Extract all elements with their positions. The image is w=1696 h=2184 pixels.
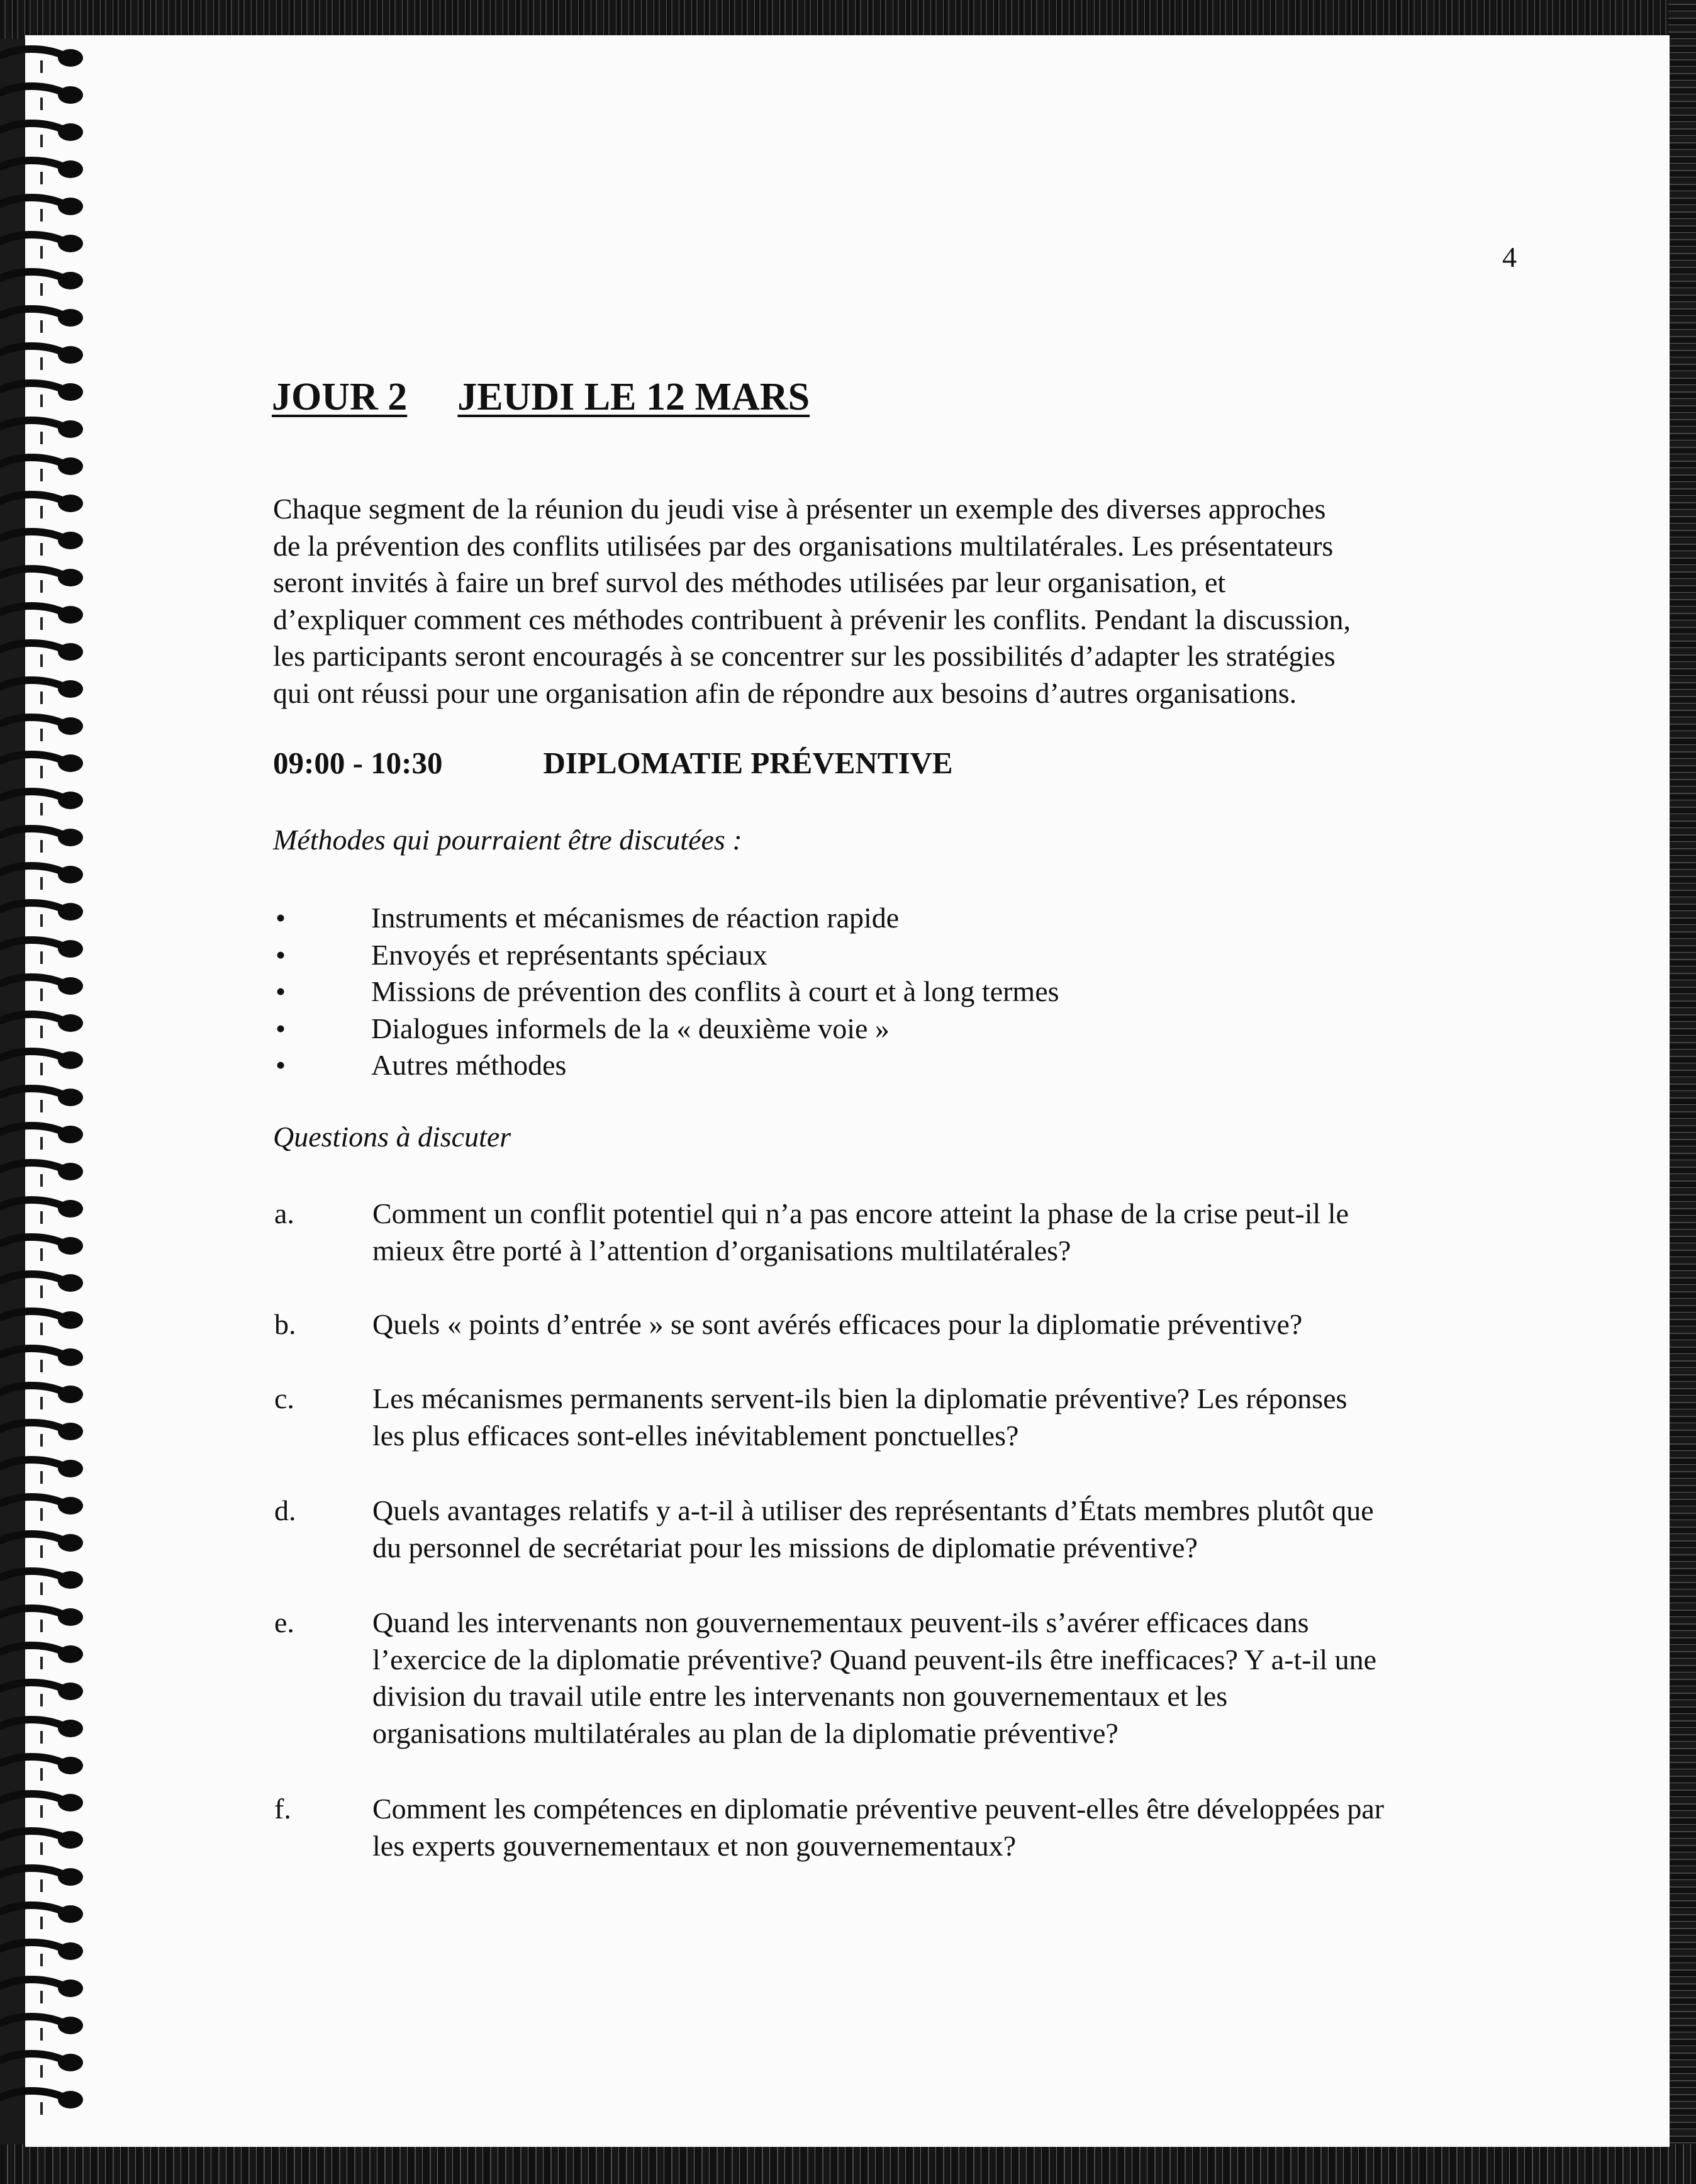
spiral-coil	[1, 1089, 83, 1112]
day-label: JOUR 2	[272, 376, 408, 418]
spiral-binding	[0, 38, 94, 2139]
question-line: mieux être porté à l’attention d’organisations multilatérales?	[372, 1234, 1071, 1267]
question-line: les plus efficaces sont-elles inévitablement ponctuelles?	[372, 1419, 1019, 1452]
spiral-coil	[1, 680, 83, 704]
question-line: Quels avantages relatifs y a-t-il à utiliser des représentants d’États membres plutôt que	[372, 1494, 1374, 1526]
spiral-coil	[1, 1645, 83, 1669]
spiral-coil	[1, 2054, 83, 2078]
spiral-coil	[1, 1683, 83, 1706]
question-item	[273, 1791, 1384, 1864]
question-letter: b.	[274, 1308, 296, 1340]
question-item	[273, 1306, 1302, 1343]
day-heading	[272, 375, 810, 420]
spiral-coil	[1, 1868, 83, 1892]
method-item	[273, 973, 1059, 1011]
question-line: Les mécanismes permanents servent-ils bien la diplomatie préventive? Les réponses	[372, 1382, 1347, 1414]
spiral-coil	[1, 160, 83, 184]
bullet-icon: •	[276, 975, 286, 1007]
method-text: Dialogues informels de la « deuxième voie »	[371, 1012, 890, 1044]
scan-border-right	[1668, 0, 1696, 2184]
question-line: les experts gouvernementaux et non gouvernementaux?	[372, 1829, 1017, 1862]
spiral-coil	[1, 1942, 83, 1966]
spiral-coil	[1, 977, 83, 1001]
spiral-coil	[1, 717, 83, 741]
spiral-coil	[1, 1497, 83, 1521]
method-item	[273, 1047, 1059, 1084]
spiral-coil	[1, 123, 83, 147]
question-letter: d.	[274, 1494, 296, 1526]
spiral-coil	[1, 1534, 83, 1558]
spiral-coil	[1, 1274, 83, 1298]
question-line: du personnel de secrétariat pour les missions de diplomatie préventive?	[372, 1531, 1198, 1564]
spiral-coil	[1, 383, 83, 407]
spiral-coil	[1, 346, 83, 370]
spiral-binding-graphic	[0, 38, 94, 2139]
methods-label: Méthodes qui pourraient être discutées :	[273, 824, 742, 856]
spiral-coil	[1, 2091, 83, 2115]
spiral-coil	[1, 1720, 83, 1744]
methods-list	[273, 900, 1059, 1084]
spiral-coil	[1, 643, 83, 667]
questions-label: Questions à discuter	[273, 1121, 511, 1153]
spiral-coil	[1, 1794, 83, 1818]
session-time: 09:00 - 10:30	[273, 746, 443, 780]
question-item	[273, 1380, 1347, 1454]
intro-paragraph	[273, 491, 1537, 712]
question-line: division du travail utile entre les intervenants non gouvernementaux et les	[372, 1680, 1228, 1712]
method-text: Instruments et mécanismes de réaction rapide	[371, 902, 900, 934]
spiral-coil	[1, 532, 83, 556]
session-heading	[273, 745, 953, 781]
spiral-coil	[1, 903, 83, 927]
spiral-coil	[1, 309, 83, 333]
spiral-coil	[1, 866, 83, 890]
spiral-coil	[1, 940, 83, 964]
spiral-coil	[1, 1980, 83, 2003]
spiral-coil	[1, 1460, 83, 1484]
question-text	[372, 1492, 1374, 1566]
scan-border-bottom	[0, 2144, 1696, 2184]
question-line: Quand les intervenants non gouvernementaux peuvent-ils s’avérer efficaces dans	[372, 1606, 1309, 1638]
spiral-coil	[1, 49, 83, 73]
page-number: 4	[1502, 241, 1517, 273]
bullet-icon: •	[276, 902, 286, 934]
spiral-coil	[1, 1051, 83, 1075]
spiral-coil	[1, 1311, 83, 1335]
question-item	[273, 1492, 1374, 1566]
spiral-coil	[1, 420, 83, 444]
question-letter: f.	[274, 1793, 291, 1825]
spiral-coil	[1, 1423, 83, 1447]
spiral-coil	[1, 1237, 83, 1261]
spiral-coil	[1, 606, 83, 630]
intro-line: qui ont réussi pour une organisation afin de répondre aux besoins d’autres organisations.	[273, 676, 1297, 709]
spiral-coil	[1, 1163, 83, 1187]
bullet-icon: •	[276, 938, 286, 971]
spiral-coil	[1, 495, 83, 518]
question-line: l’exercice de la diplomatie préventive? Quand peuvent-ils être inefficaces? Y a-t-il une	[372, 1643, 1377, 1676]
question-letter: c.	[274, 1382, 294, 1414]
question-text	[372, 1604, 1376, 1752]
question-letter: a.	[274, 1197, 294, 1229]
spiral-coil	[1, 1571, 83, 1595]
question-item	[273, 1604, 1376, 1752]
spiral-coil	[1, 272, 83, 296]
bullet-icon: •	[276, 1049, 286, 1081]
intro-line: seront invités à faire un bref survol des méthodes utilisées par leur organisation, et	[273, 566, 1226, 598]
method-item	[273, 937, 1059, 974]
spiral-coil	[1, 457, 83, 481]
question-item	[273, 1196, 1349, 1269]
day-date: JEUDI LE 12 MARS	[457, 376, 810, 418]
spiral-coil	[1, 792, 83, 815]
method-item	[273, 1011, 1059, 1048]
method-text: Envoyés et représentants spéciaux	[371, 938, 767, 971]
question-text	[372, 1380, 1347, 1454]
spiral-coil	[1, 1757, 83, 1781]
method-text: Missions de prévention des conflits à court et à long termes	[371, 975, 1059, 1007]
intro-line: Chaque segment de la réunion du jeudi vise à présenter un exemple des diverses approches	[273, 493, 1326, 525]
spiral-coil	[1, 1126, 83, 1150]
spiral-coil	[1, 1014, 83, 1038]
spiral-coil	[1, 1348, 83, 1372]
question-text	[372, 1791, 1384, 1864]
method-item	[273, 900, 1059, 937]
spiral-coil	[1, 1831, 83, 1855]
question-line: Comment un conflit potentiel qui n’a pas encore atteint la phase de la crise peut-il le	[372, 1197, 1349, 1229]
intro-line: d’expliquer comment ces méthodes contribuent à prévenir les conflits. Pendant la discussion,	[273, 603, 1351, 636]
spiral-coil	[1, 569, 83, 593]
spiral-coil	[1, 1905, 83, 1929]
bullet-icon: •	[276, 1012, 286, 1044]
question-line: organisations multilatérales au plan de la diplomatie préventive?	[372, 1716, 1119, 1749]
spiral-coil	[1, 754, 83, 778]
question-line: Comment les compétences en diplomatie préventive peuvent-elles être développées par	[372, 1793, 1385, 1825]
question-line: Quels « points d’entrée » se sont avérés efficaces pour la diplomatie préventive?	[372, 1308, 1303, 1340]
spiral-coil	[1, 235, 83, 259]
spiral-coil	[1, 1386, 83, 1409]
intro-line: de la prévention des conflits utilisées par des organisations multilatérales. Les présentateurs	[273, 529, 1334, 562]
question-text	[372, 1306, 1302, 1343]
question-text	[372, 1196, 1349, 1269]
intro-line: les participants seront encouragés à se concentrer sur les possibilités d’adapter les stratégies	[273, 640, 1336, 672]
method-text: Autres méthodes	[371, 1049, 567, 1081]
spiral-coil	[1, 86, 83, 110]
spiral-coil	[1, 2017, 83, 2041]
session-title: DIPLOMATIE PRÉVENTIVE	[543, 746, 953, 780]
spiral-coil	[1, 1608, 83, 1632]
spiral-coil	[1, 829, 83, 853]
spiral-coil	[1, 198, 83, 221]
scan-border-top	[0, 0, 1696, 39]
spiral-coil	[1, 1200, 83, 1224]
question-letter: e.	[274, 1606, 294, 1638]
